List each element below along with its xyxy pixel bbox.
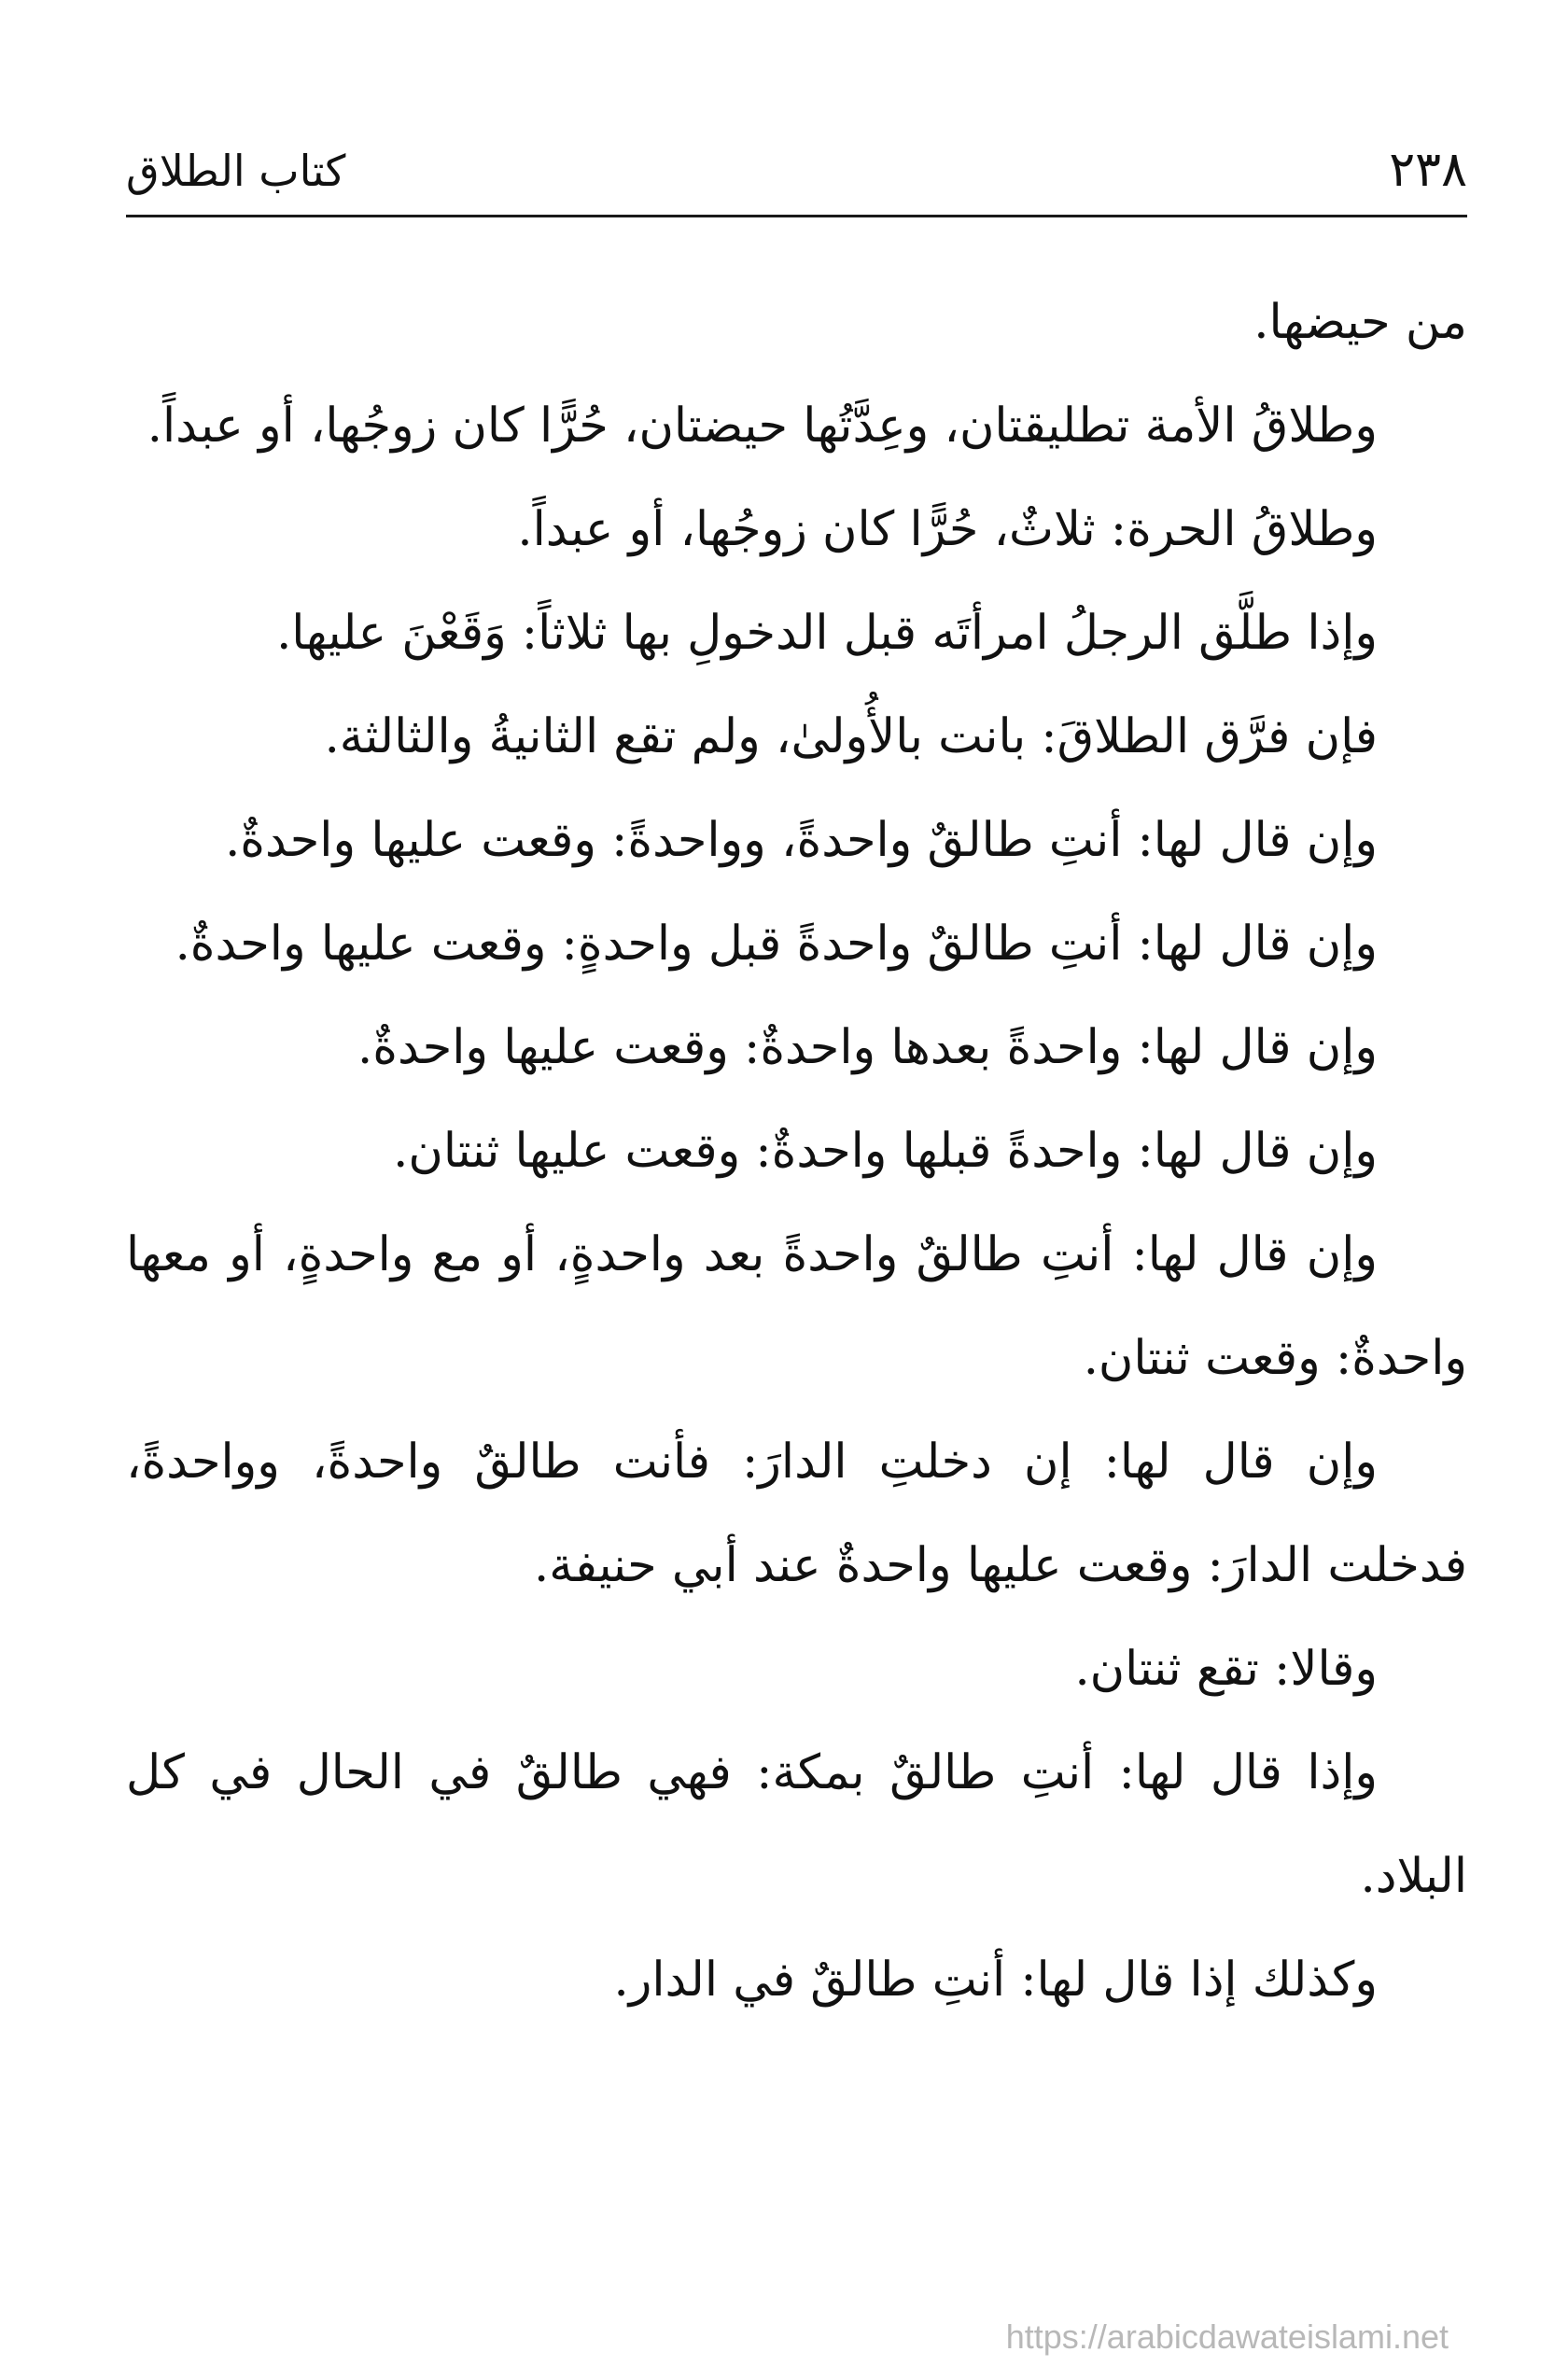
paragraph: وإن قال لها: واحدةً قبلها واحدةٌ: وقعت عليها ثنتان. (393, 1124, 1378, 1179)
paragraph: وإن قال لها: واحدةً بعدها واحدةٌ: وقعت عليها واحدةٌ. (357, 1020, 1378, 1075)
paragraph: وطلاقُ الأمة تطليقتان، وعِدَّتُها حيضتان، حُرًّا كان زوجُها، أو عبداً. (147, 399, 1378, 454)
paragraph: وإن قال لها: أنتِ طالقٌ واحدةً بعد واحدةٍ، أو مع واحدةٍ، أو معها واحدةٌ: وقعت ثنتان. (126, 1227, 1467, 1386)
paragraph: وإذا قال لها: أنتِ طالقٌ بمكة: فهي طالقٌ في الحال في كل البلاد. (126, 1745, 1467, 1904)
page-header (126, 131, 1467, 217)
body-text (126, 271, 1467, 2032)
paragraph: وإن قال لها: أنتِ طالقٌ واحدةً، وواحدةً: وقعت عليها واحدةٌ. (225, 813, 1378, 868)
paragraph: من حيضها. (1253, 295, 1467, 350)
page-number: ٢٣٨ (1389, 142, 1467, 198)
paragraph: وقالا: تقع ثنتان. (1074, 1642, 1378, 1697)
paragraph: فإن فرَّق الطلاقَ: بانت بالأُولىٰ، ولم تقع الثانيةُ والثالثة. (324, 709, 1378, 764)
paragraph: وإذا طلَّق الرجلُ امرأتَه قبل الدخولِ بها ثلاثاً: وَقَعْنَ عليها. (276, 606, 1378, 661)
paragraph: وإن قال لها: إن دخلتِ الدارَ: فأنت طالقٌ واحدةً، وواحدةً، فدخلت الدارَ: وقعت عليها واحدةٌ عند أبي حنيفة. (126, 1435, 1467, 1593)
watermark-url: https://arabicdawateislami.net (1005, 2317, 1449, 2356)
paragraph: وكذلك إذا قال لها: أنتِ طالقٌ في الدار. (613, 1953, 1378, 2008)
paragraph: وإن قال لها: أنتِ طالقٌ واحدةً قبل واحدةٍ: وقعت عليها واحدةٌ. (175, 917, 1378, 972)
paragraph: وطلاقُ الحرة: ثلاثٌ، حُرًّا كان زوجُها، أو عبداً. (517, 502, 1378, 557)
chapter-title: كتاب الطلاق (126, 146, 346, 196)
